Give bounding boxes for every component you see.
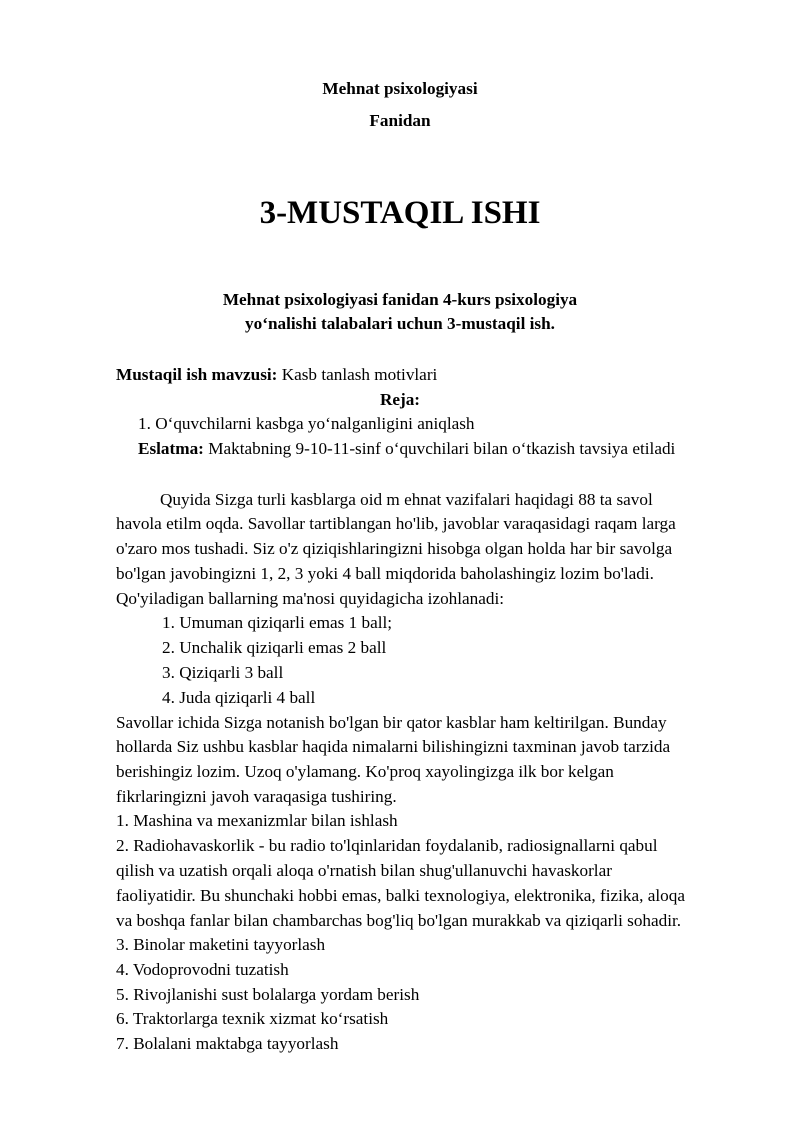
scale-item: 3. Qiziqarli 3 ball [162,663,284,682]
question-line: 3. Binolar maketini tayyorlash [116,935,326,954]
intro-line: bo'lgan javobingizni 1, 2, 3 yoki 4 ball miqdorida baholashingiz lozim bo'ladi. [116,564,654,583]
question-line: qilish va uzatish orqali aloqa o'rnatish bilan shug'ullanuvchi havaskorlar [116,861,612,880]
instruction-line: Savollar ichida Sizga notanish bo'lgan bir qator kasblar ham keltirilgan. Bunday [116,713,667,732]
header-line-2: Fanidan [369,111,431,130]
subtitle-line-2: yo‘nalishi talabalari uchun 3-mustaqil ish. [245,314,555,333]
question-line: faoliyatidir. Bu shunchaki hobbi emas, balki texnologiya, elektronika, fizika, aloqa [116,886,685,905]
question-line: 1. Mashina va mexanizmlar bilan ishlash [116,811,398,830]
question-line: 4. Vodoprovodni tuzatish [116,960,289,979]
intro-line: Qo'yiladigan ballarning ma'nosi quyidagicha izohlanadi: [116,589,505,608]
instruction-line: fikrlaringizni javoh varaqasiga tushiring. [116,787,397,806]
question-line: 7. Bolalani maktabga tayyorlash [116,1034,339,1053]
intro-line: o'zaro mos tushadi. Siz o'z qiziqishlaringizni hisobga olgan holda har bir savolga [116,539,673,558]
topic-value: Kasb tanlash motivlari [277,365,438,384]
question-line: 6. Traktorlarga texnik xizmat ko‘rsatish [116,1009,389,1028]
header-line-1: Mehnat psixologiyasi [322,79,478,98]
instruction-line: berishingiz lozim. Uzoq o'ylamang. Ko'proq xayolingizga ilk bor kelgan [116,762,614,781]
scale-item: 1. Umuman qiziqarli emas 1 ball; [162,613,393,632]
question-line: va boshqa fanlar bilan chambarchas bog'liq bo'lgan murakkab va qiziqarli sohadir. [116,911,682,930]
note-line [138,436,675,461]
document-title: 3-MUSTAQIL ISHI [259,195,541,231]
plan-heading: Reja: [379,390,421,409]
subtitle-line-1: Mehnat psixologiyasi fanidan 4-kurs psixologiya [222,290,578,309]
question-line: 5. Rivojlanishi sust bolalarga yordam berish [116,985,420,1004]
scale-item: 2. Unchalik qiziqarli emas 2 ball [162,638,387,657]
question-line: 2. Radiohavaskorlik - bu radio to'lqinlaridan foydalanib, radiosignallarni qabul [116,836,658,855]
note-label: Eslatma: [138,439,204,458]
note-value: Maktabning 9-10-11-sinf o‘quvchilari bilan o‘tkazish tavsiya etiladi [203,439,676,458]
intro-line: Quyida Sizga turli kasblarga oid m ehnat vazifalari haqidagi 88 ta savol [160,490,653,509]
scale-item: 4. Juda qiziqarli 4 ball [162,688,316,707]
topic-label: Mustaqil ish mavzusi: [116,365,278,384]
topic-line [116,362,437,387]
plan-item-1: 1. O‘quvchilarni kasbga yo‘nalganligini aniqlash [138,414,475,433]
intro-line: havola etilm oqda. Savollar tartiblangan ho'lib, javoblar varaqasidagi raqam larga [116,514,676,533]
instruction-line: hollarda Siz ushbu kasblar haqida nimalarni bilishingizni taxminan javob tarzida [116,737,671,756]
